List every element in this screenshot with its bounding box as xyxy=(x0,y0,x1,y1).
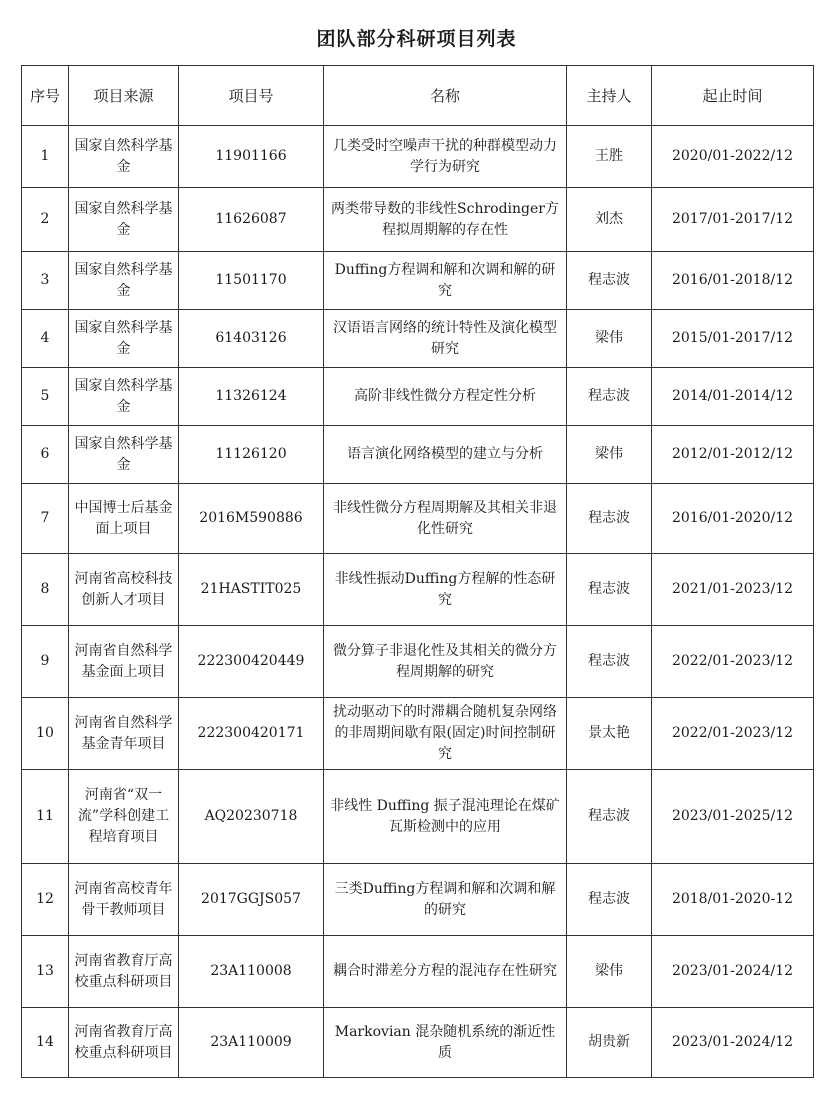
cell-name: 三类Duffing方程调和解和次调和解的研究 xyxy=(324,864,567,936)
cell-host: 梁伟 xyxy=(567,426,652,484)
cell-index: 5 xyxy=(22,368,69,426)
cell-index: 6 xyxy=(22,426,69,484)
cell-name: 几类受时空噪声干扰的种群模型动力学行为研究 xyxy=(324,126,567,188)
cell-index: 12 xyxy=(22,864,69,936)
cell-period: 2018/01-2020-12 xyxy=(652,864,814,936)
header-index: 序号 xyxy=(22,66,69,126)
cell-period: 2012/01-2012/12 xyxy=(652,426,814,484)
cell-source: 国家自然科学基金 xyxy=(69,310,179,368)
cell-host: 程志波 xyxy=(567,770,652,864)
cell-period: 2022/01-2023/12 xyxy=(652,626,814,698)
cell-index: 9 xyxy=(22,626,69,698)
cell-index: 2 xyxy=(22,188,69,252)
table-row xyxy=(22,188,814,252)
cell-index: 11 xyxy=(22,770,69,864)
cell-index: 14 xyxy=(22,1008,69,1078)
cell-period: 2020/01-2022/12 xyxy=(652,126,814,188)
cell-period: 2023/01-2025/12 xyxy=(652,770,814,864)
cell-host: 刘杰 xyxy=(567,188,652,252)
table-row xyxy=(22,426,814,484)
cell-code: 222300420171 xyxy=(179,698,324,770)
header-code: 项目号 xyxy=(179,66,324,126)
cell-index: 13 xyxy=(22,936,69,1008)
cell-period: 2021/01-2023/12 xyxy=(652,554,814,626)
cell-period: 2014/01-2014/12 xyxy=(652,368,814,426)
table-row xyxy=(22,770,814,864)
cell-host: 程志波 xyxy=(567,626,652,698)
cell-period: 2016/01-2018/12 xyxy=(652,252,814,310)
cell-code: 23A110009 xyxy=(179,1008,324,1078)
cell-host: 程志波 xyxy=(567,554,652,626)
cell-code: AQ20230718 xyxy=(179,770,324,864)
cell-host: 梁伟 xyxy=(567,936,652,1008)
table-header-row xyxy=(22,66,814,126)
table-row xyxy=(22,368,814,426)
cell-code: 11501170 xyxy=(179,252,324,310)
cell-source: 中国博士后基金面上项目 xyxy=(69,484,179,554)
cell-code: 222300420449 xyxy=(179,626,324,698)
cell-host: 程志波 xyxy=(567,864,652,936)
cell-code: 11901166 xyxy=(179,126,324,188)
header-period: 起止时间 xyxy=(652,66,814,126)
header-source: 项目来源 xyxy=(69,66,179,126)
cell-host: 程志波 xyxy=(567,252,652,310)
table-body xyxy=(22,126,814,1078)
cell-code: 23A110008 xyxy=(179,936,324,1008)
table-row xyxy=(22,484,814,554)
header-name: 名称 xyxy=(324,66,567,126)
cell-name: 两类带导数的非线性Schrodinger方程拟周期解的存在性 xyxy=(324,188,567,252)
cell-index: 8 xyxy=(22,554,69,626)
cell-source: 河南省高校青年骨干教师项目 xyxy=(69,864,179,936)
cell-code: 11126120 xyxy=(179,426,324,484)
header-host: 主持人 xyxy=(567,66,652,126)
project-table xyxy=(21,65,814,1078)
cell-source: 河南省教育厅高校重点科研项目 xyxy=(69,936,179,1008)
cell-code: 2017GGJS057 xyxy=(179,864,324,936)
cell-code: 11326124 xyxy=(179,368,324,426)
cell-period: 2015/01-2017/12 xyxy=(652,310,814,368)
cell-period: 2023/01-2024/12 xyxy=(652,1008,814,1078)
cell-name: 非线性 Duffing 振子混沌理论在煤矿瓦斯检测中的应用 xyxy=(324,770,567,864)
cell-name: 汉语语言网络的统计特性及演化模型研究 xyxy=(324,310,567,368)
cell-source: 河南省“双一流”学科创建工程培育项目 xyxy=(69,770,179,864)
cell-period: 2017/01-2017/12 xyxy=(652,188,814,252)
cell-name: 语言演化网络模型的建立与分析 xyxy=(324,426,567,484)
cell-host: 程志波 xyxy=(567,368,652,426)
cell-name: 微分算子非退化性及其相关的微分方程周期解的研究 xyxy=(324,626,567,698)
cell-name: 耦合时滞差分方程的混沌存在性研究 xyxy=(324,936,567,1008)
cell-source: 国家自然科学基金 xyxy=(69,126,179,188)
cell-source: 河南省自然科学基金面上项目 xyxy=(69,626,179,698)
cell-source: 国家自然科学基金 xyxy=(69,426,179,484)
table-row xyxy=(22,698,814,770)
cell-index: 7 xyxy=(22,484,69,554)
page-title: 团队部分科研项目列表 xyxy=(316,28,517,50)
cell-name: 高阶非线性微分方程定性分析 xyxy=(324,368,567,426)
cell-index: 3 xyxy=(22,252,69,310)
cell-index: 1 xyxy=(22,126,69,188)
cell-period: 2016/01-2020/12 xyxy=(652,484,814,554)
cell-host: 程志波 xyxy=(567,484,652,554)
table-row xyxy=(22,626,814,698)
cell-index: 4 xyxy=(22,310,69,368)
cell-source: 国家自然科学基金 xyxy=(69,252,179,310)
cell-name: 扰动驱动下的时滞耦合随机复杂网络的非周期间歇有限(固定)时间控制研究 xyxy=(324,698,567,770)
cell-code: 2016M590886 xyxy=(179,484,324,554)
cell-code: 11626087 xyxy=(179,188,324,252)
table-row xyxy=(22,310,814,368)
cell-source: 河南省高校科技创新人才项目 xyxy=(69,554,179,626)
table-row xyxy=(22,864,814,936)
cell-source: 国家自然科学基金 xyxy=(69,188,179,252)
cell-host: 梁伟 xyxy=(567,310,652,368)
cell-name: Markovian 混杂随机系统的渐近性质 xyxy=(324,1008,567,1078)
table-row xyxy=(22,252,814,310)
cell-name: 非线性振动Duffing方程解的性态研究 xyxy=(324,554,567,626)
cell-host: 景太艳 xyxy=(567,698,652,770)
cell-source: 河南省自然科学基金青年项目 xyxy=(69,698,179,770)
cell-period: 2022/01-2023/12 xyxy=(652,698,814,770)
table-row xyxy=(22,1008,814,1078)
cell-index: 10 xyxy=(22,698,69,770)
table-row xyxy=(22,554,814,626)
table-row xyxy=(22,936,814,1008)
cell-host: 王胜 xyxy=(567,126,652,188)
table-row xyxy=(22,126,814,188)
cell-source: 河南省教育厅高校重点科研项目 xyxy=(69,1008,179,1078)
cell-period: 2023/01-2024/12 xyxy=(652,936,814,1008)
cell-code: 61403126 xyxy=(179,310,324,368)
cell-host: 胡贵新 xyxy=(567,1008,652,1078)
cell-source: 国家自然科学基金 xyxy=(69,368,179,426)
cell-code: 21HASTIT025 xyxy=(179,554,324,626)
cell-name: 非线性微分方程周期解及其相关非退化性研究 xyxy=(324,484,567,554)
cell-name: Duffing方程调和解和次调和解的研究 xyxy=(324,252,567,310)
